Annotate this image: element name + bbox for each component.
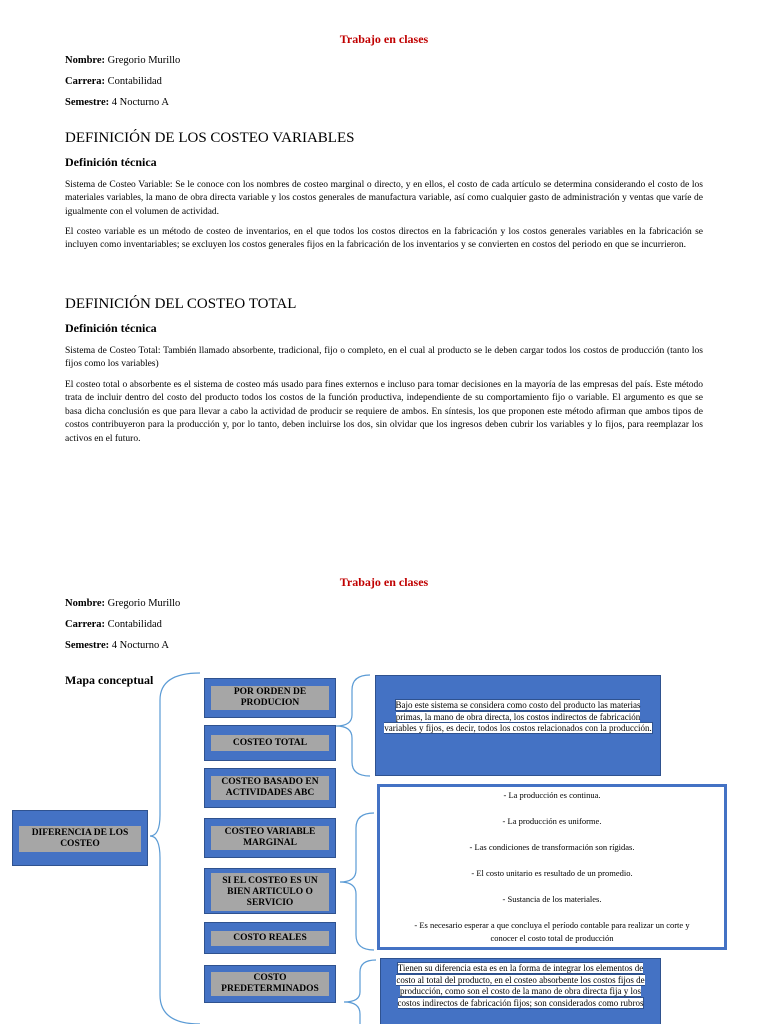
- semester-label: Semestre:: [65, 97, 110, 108]
- map-node-label: COSTO REALES: [211, 931, 329, 946]
- section-subheading: Definición técnica: [65, 155, 157, 169]
- map-node-label: COSTEO BASADO EN ACTIVIDADES ABC: [211, 776, 329, 800]
- student-career: [65, 76, 162, 87]
- list-item: - La producción es continua.: [503, 790, 601, 800]
- name-label: Nombre:: [65, 55, 106, 66]
- semester-value: 4 Nocturno A: [111, 640, 169, 651]
- list-item: - Es necesario esperar a que concluya el período contable para realizar un corte y: [414, 920, 690, 930]
- semester-value: 4 Nocturno A: [111, 97, 169, 108]
- map-node: [204, 725, 336, 761]
- name-label: Nombre:: [65, 598, 106, 609]
- map-node: [204, 922, 336, 954]
- page-title: Trabajo en clases: [339, 32, 429, 46]
- section-subheading: Definición técnica: [65, 321, 157, 335]
- paragraph: El costeo total o absorbente es el sistema de costeo más usado para fines externos e incluso para tomar decisiones en la mayoría de las empresas del país. Este método trata de incluir dentro del costo del producto todos los costos de la función productiva, independiente de su comportamiento fijo o variable. El argumento es que se basa dicha conclusión es que para llevar a cabo la actividad de producir se requiere de ambos. En síntesis, los que proponen este método afirman que ambos tipos de costos contribuyeron para la producción y, por lo tanto, deben incluirse los dos, sin olvidar que los ingresos deben cubrir los variables y lo fijos, para reemplazar los activos en el futuro.: [65, 380, 703, 444]
- box-text: Tienen su diferencia esta es en la forma de integrar los elementos de costo al total del producto, en el costeo absorbente los costos fijos de producción, como son el costo de la mano de obra directa fija y los costos indirectos de fabricación fijos; son considerados como rubros: [396, 963, 645, 1008]
- section-heading-variable: DEFINICIÓN DE LOS COSTEO VARIABLES: [65, 130, 355, 146]
- career-value: Contabilidad: [107, 76, 162, 87]
- name-value: Gregorio Murillo: [107, 598, 181, 609]
- list-item: conocer el costo total de producción: [490, 933, 614, 943]
- map-node-label: COSTEO VARIABLE MARGINAL: [211, 826, 329, 850]
- map-node: [204, 818, 336, 858]
- box-text: Bajo este sistema se considera como costo del producto las materias primas, la mano de obra directa, los costos indirectos de fabricación variables y fijos, es decir, todos los costos relacionados con la producción.: [384, 700, 652, 734]
- concept-map-title: Mapa conceptual: [65, 673, 154, 687]
- page-title: Trabajo en clases: [339, 575, 429, 589]
- name-value: Gregorio Murillo: [107, 55, 181, 66]
- paragraph: Sistema de Costeo Total: También llamado absorbente, tradicional, fijo o completo, en el cual al producto se le deben cargar todos los costos de producción (tanto los fijos como los variables): [65, 346, 703, 370]
- concept-map-connectors: [0, 540, 768, 1024]
- costeo-total-description-box: [375, 675, 661, 776]
- difference-description-box: [380, 958, 661, 1024]
- map-node-label: POR ORDEN DE PRODUCION: [211, 686, 329, 710]
- document-page-2: [0, 540, 768, 1024]
- paragraph: Sistema de Costeo Variable: Se le conoce con los nombres de costeo marginal o directo, y en ellos, el costo de cada artículo se determina considerando el costo de los materiales variables, la mano de obra directa variable y los costos generales de manufactura variable, así como cualquier gasto de administración y ventas que varíe de igualmente con el volumen de actividad.: [65, 180, 703, 217]
- map-node-label: SI EL COSTEO ES UN BIEN ARTICULO O SERVICIO: [211, 873, 329, 911]
- list-item: - Las condiciones de transformación son rígidas.: [469, 842, 635, 852]
- map-node-label: COSTO PREDETERMINADOS: [211, 972, 329, 996]
- list-item: - La producción es uniforme.: [502, 816, 602, 826]
- map-node: [204, 768, 336, 808]
- map-node: [204, 965, 336, 1003]
- list-item: - El costo unitario es resultado de un promedio.: [471, 868, 633, 878]
- semester-label: Semestre:: [65, 640, 110, 651]
- student-name: [65, 55, 180, 66]
- map-node: [204, 868, 336, 914]
- characteristics-box: [377, 784, 727, 950]
- section-heading-total: DEFINICIÓN DEL COSTEO TOTAL: [65, 296, 297, 312]
- paragraph: El costeo variable es un método de costeo de inventarios, en el que todos los costos directos en la fabricación y los costos generales variables en la fabricación se incluyen como inventariables; se excluyen los costos generales fijos en la fabricación de los inventarios y se convierten en costos del periodo en que se incurrieron.: [65, 227, 703, 251]
- career-label: Carrera:: [65, 619, 106, 630]
- career-label: Carrera:: [65, 76, 106, 87]
- map-node: [204, 678, 336, 718]
- root-node-label: DIFERENCIA DE LOS COSTEO: [19, 826, 141, 852]
- root-node: [12, 810, 148, 866]
- list-item: - Sustancia de los materiales.: [502, 894, 602, 904]
- map-node-label: COSTEO TOTAL: [211, 735, 329, 751]
- student-semester: [65, 97, 169, 108]
- career-value: Contabilidad: [107, 619, 162, 630]
